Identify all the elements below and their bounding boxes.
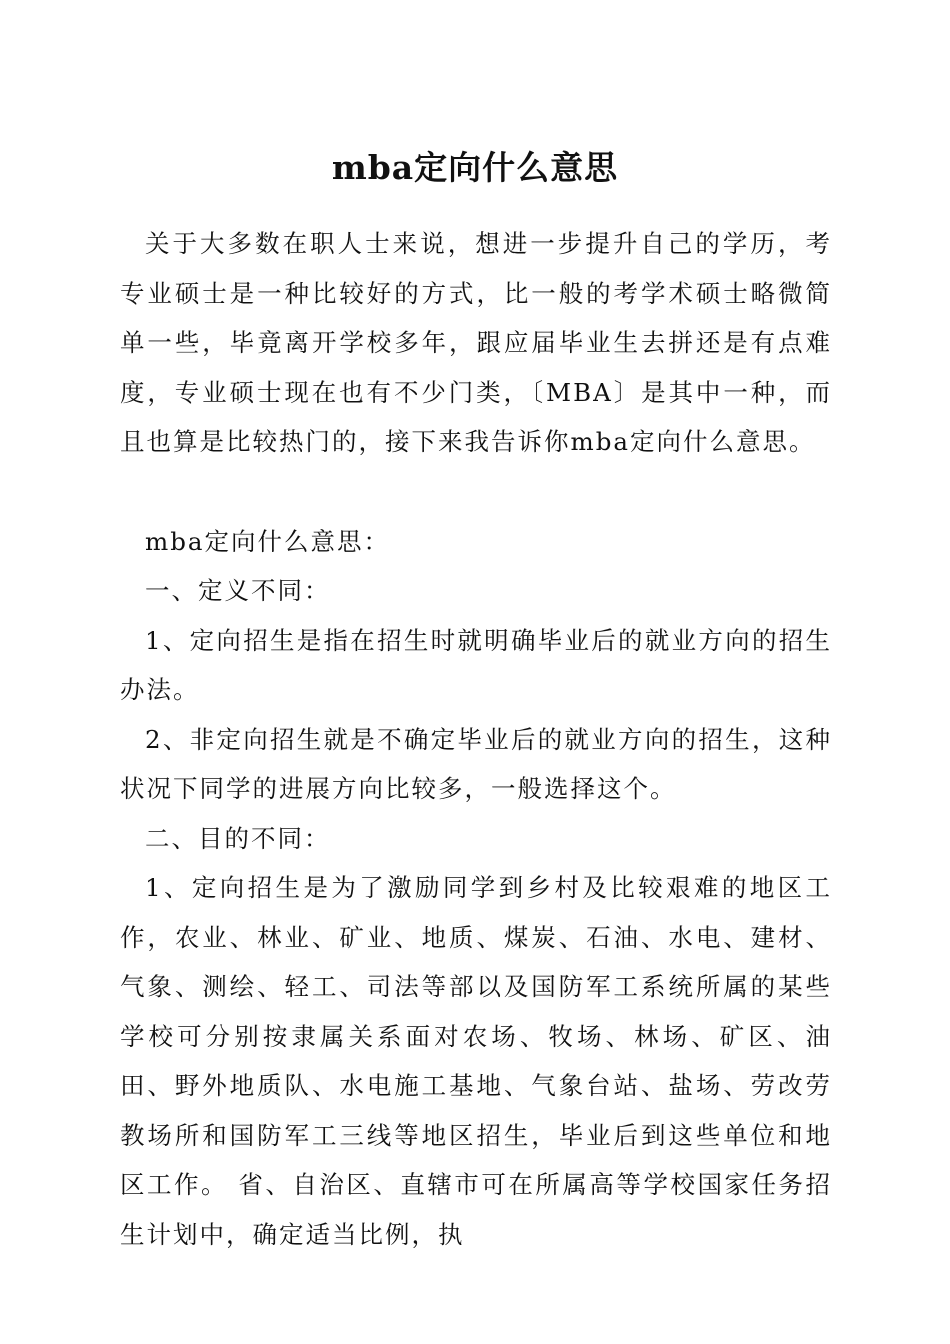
part1-item-2: 2、非定向招生就是不确定毕业后的就业方向的招生，这种状况下同学的进展方向比较多，一般选择这个。 xyxy=(120,724,832,803)
paragraph-spacer xyxy=(120,467,832,517)
document-title: mba定向什么意思 xyxy=(331,148,619,187)
document-body xyxy=(120,219,832,1259)
part1-item-1: 1、定向招生是指在招生时就明确毕业后的就业方向的招生办法。 xyxy=(120,625,832,704)
intro-paragraph: 关于大多数在职人士来说，想进一步提升自己的学历，考专业硕士是一种比较好的方式，比一般的考学术硕士略微简单一些，毕竟离开学校多年，跟应届毕业生去拼还是有点难度，专业硕士现在也有不少门类，〔MBA〕是其中一种，而且也算是比较热门的，接下来我告诉你mba定向什么意思。 xyxy=(120,229,832,456)
part2-heading: 二、目的不同： xyxy=(145,823,331,853)
part1-heading: 一、定义不同： xyxy=(145,576,331,605)
section-heading: mba定向什么意思： xyxy=(145,526,391,556)
part2-item-1: 1、定向招生是为了激励同学到乡村及比较艰难的地区工作，农业、林业、矿业、地质、煤炭、石油、水电、建材、气象、测绘、轻工、司法等部以及国防军工系统所属的某些学校可分别按隶属关系面对农场、牧场、林场、矿区、油田、野外地质队、水电施工基地、气象台站、盐场、劳改劳教场所和国防军工三线等地区招生，毕业后到这些单位和地区工作。 省、自治区、直辖市可在所属高等学校国家任务招生计划中，确定适当比例，执 xyxy=(120,873,832,1249)
